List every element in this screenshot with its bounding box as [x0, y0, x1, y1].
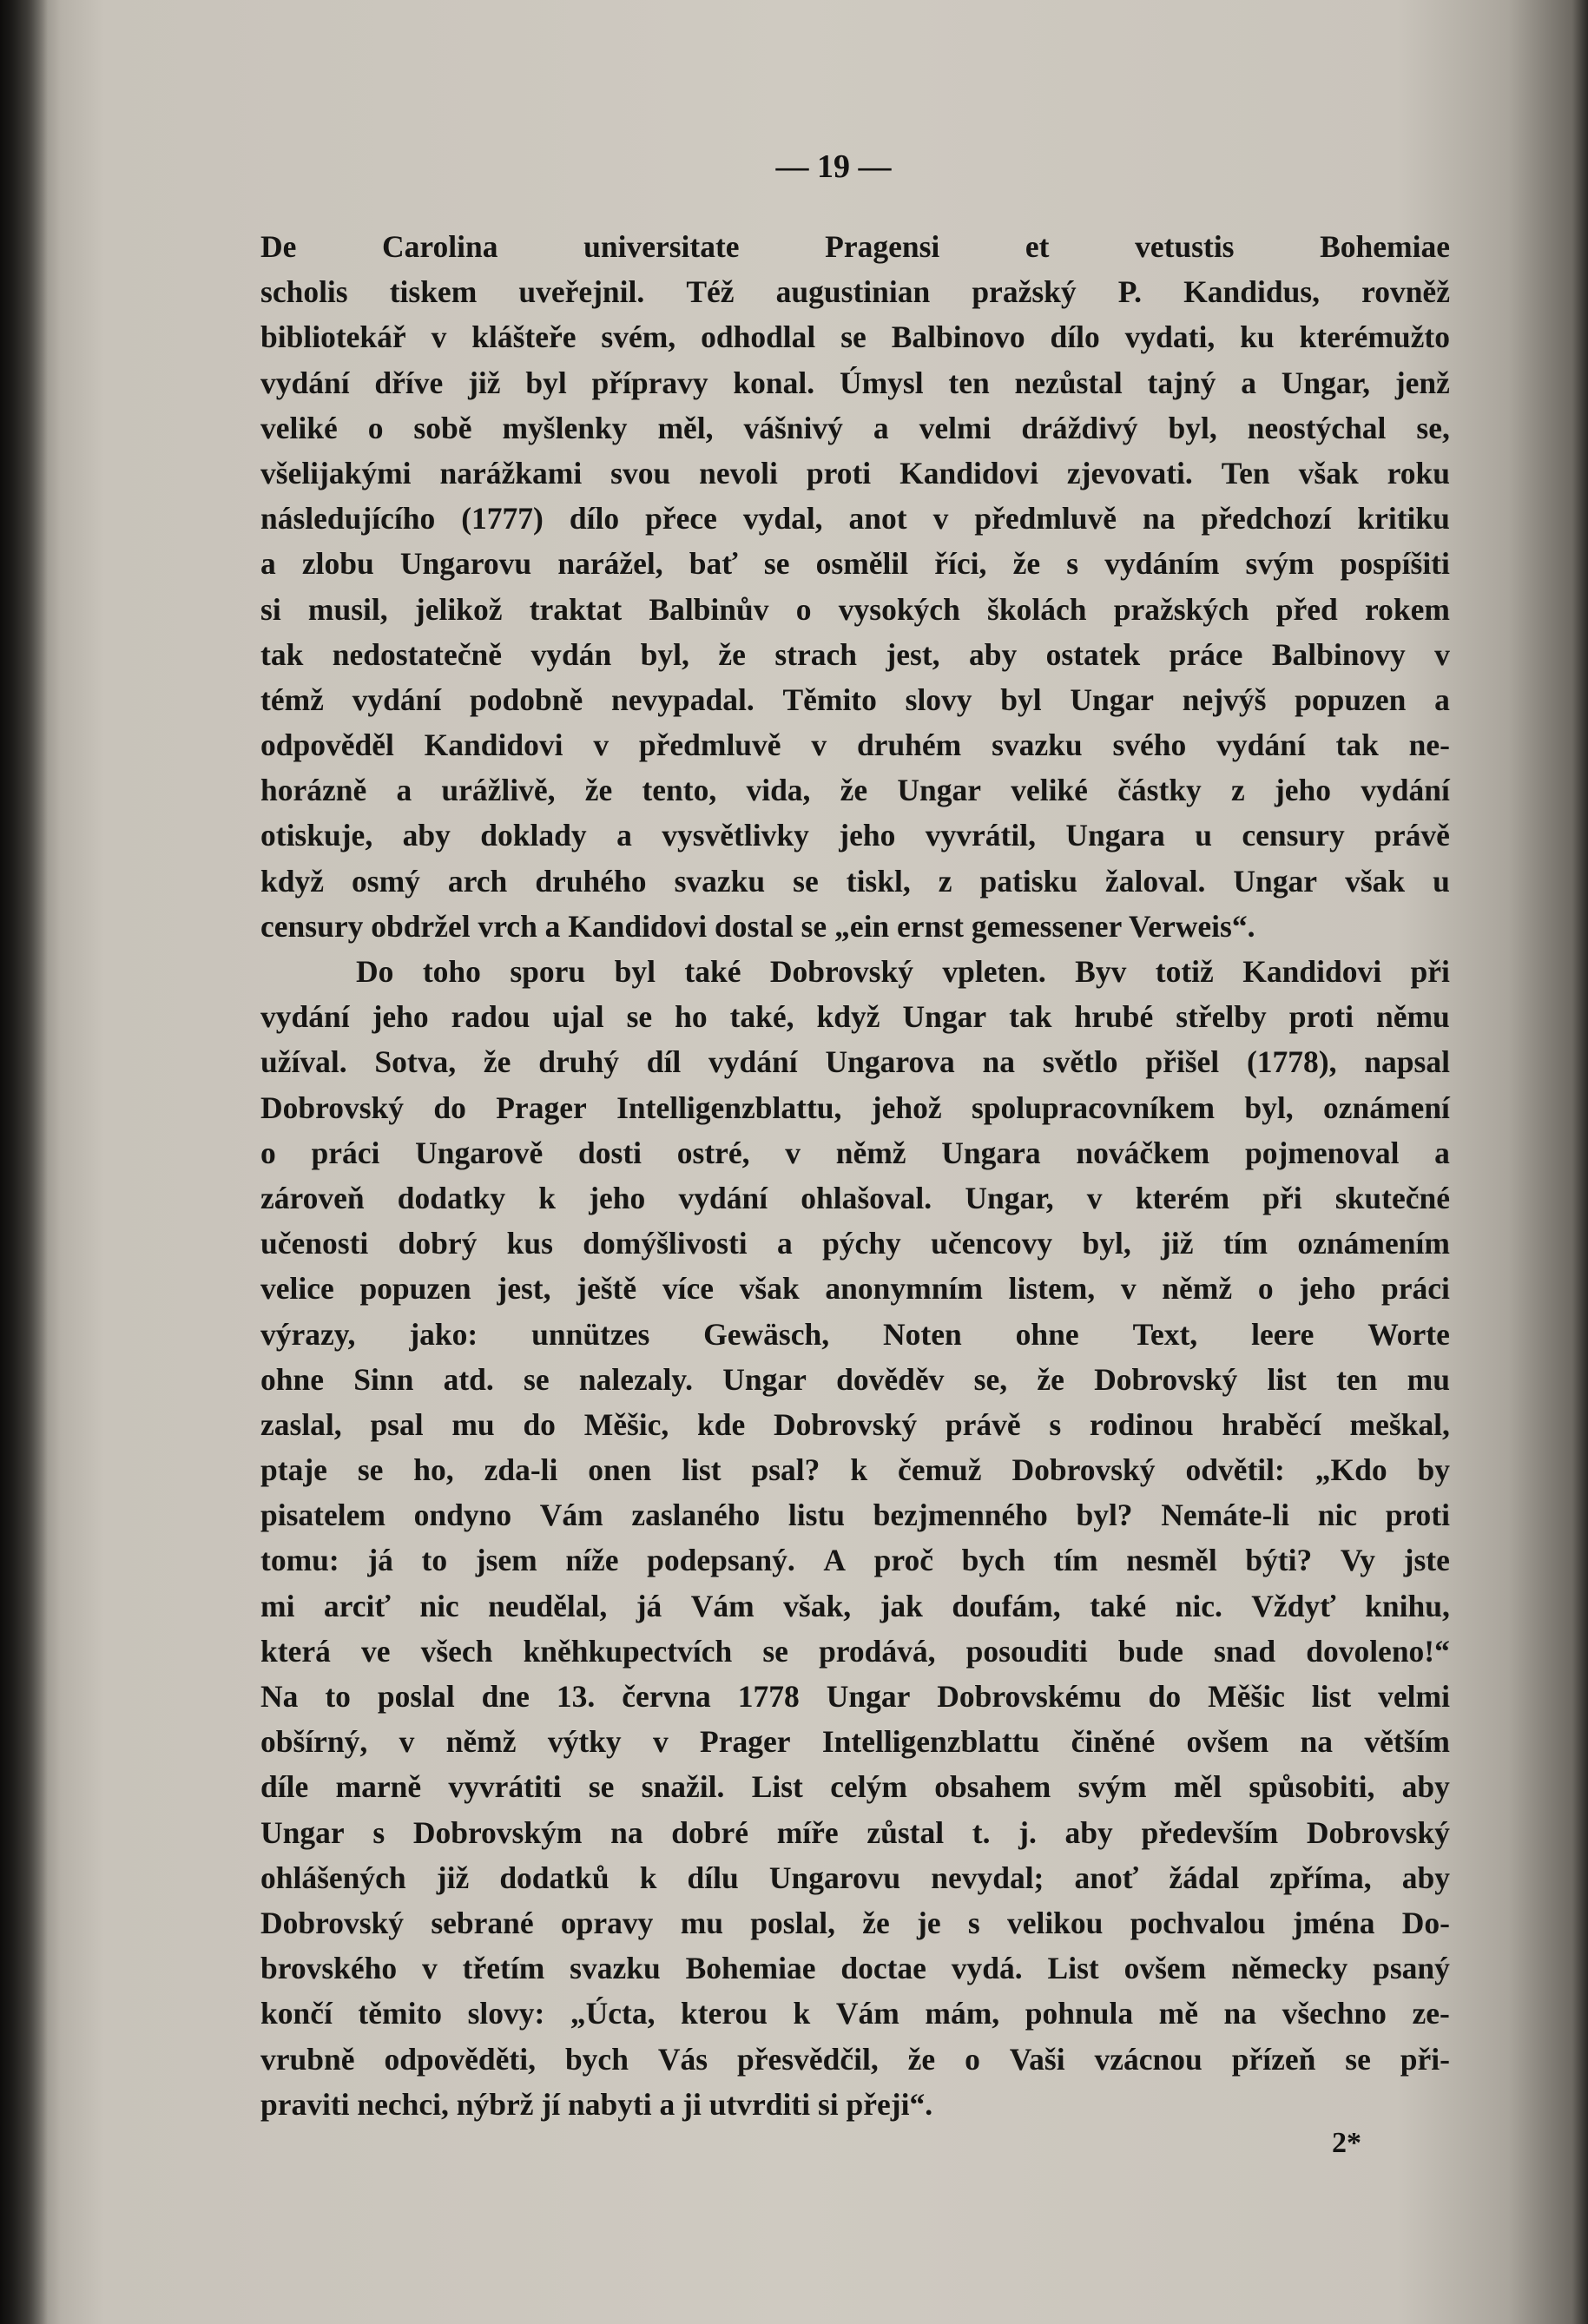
text-line: ptaje se ho, zda-li onen list psal? k čemuž Dobrovský odvětil: „Kdo by — [260, 1452, 1450, 1488]
text-line: učenosti dobrý kus domýšlivosti a pýchy učencovy byl, již tím oznámením — [260, 1226, 1450, 1261]
text-line: censury obdržel vrch a Kandidovi dostal se „ein ernst gemessener Verweis“. — [260, 908, 1255, 944]
text-line: mi arciť nic neudělal, já Vám však, jak doufám, také nic. Vždyť knihu, — [260, 1588, 1450, 1623]
text-line: brovského v třetím svazku Bohemiae doctae vydá. List ovšem německy psaný — [260, 1951, 1450, 1986]
text-line: odpověděl Kandidovi v předmluvě v druhém svazku svého vydání tak ne- — [260, 727, 1450, 763]
text-line: a zlobu Ungarovu narážel, bať se osmělil říci, že s vydáním svým pospíšiti — [260, 546, 1450, 582]
text-line: zaslal, psal mu do Měšic, kde Dobrovský právě s rodinou hraběcí meškal, — [260, 1406, 1450, 1442]
text-line: Na to poslal dne 13. června 1778 Ungar Dobrovskému do Měšic list velmi — [260, 1679, 1450, 1714]
book-binding-edge — [0, 0, 48, 2324]
text-line: která ve všech kněhkupectvích se prodává, posouditi bude snad dovoleno!“ — [260, 1633, 1450, 1669]
text-line: následujícího (1777) dílo přece vydal, anot v předmluvě na předchozí kritiku — [260, 501, 1450, 537]
text-line: vydání dříve již byl přípravy konal. Úmysl ten nezůstal tajný a Ungar, jenž — [260, 365, 1450, 400]
text-line: Dobrovský do Prager Intelligenzblattu, jehož spolupracovníkem byl, oznámení — [260, 1090, 1450, 1125]
text-line: ohlášených již dodatků k dílu Ungarovu nevydal; anoť žádal zpříma, aby — [260, 1860, 1450, 1895]
text-line: praviti nechci, nýbrž jí nabyti a ji utvrditi si přeji“. — [260, 2086, 933, 2122]
text-line: ohne Sinn atd. se nalezaly. Ungar dověděv se, že Dobrovský list ten mu — [260, 1361, 1450, 1397]
body-text — [260, 224, 1450, 2127]
text-line: veliké o sobě myšlenky měl, vášnivý a velmi dráždivý byl, neostýchal se, — [260, 410, 1450, 445]
text-line: si musil, jelikož traktat Balbinův o vysokých školách pražských před rokem — [260, 591, 1450, 627]
text-line: když osmý arch druhého svazku se tiskl, z patisku žaloval. Ungar však u — [260, 863, 1450, 899]
text-line: vrubně odpověděti, bych Vás přesvědčil, že o Vaši vzácnou přízeň se při- — [260, 2041, 1450, 2077]
text-line: scholis tiskem uveřejnil. Též augustinian pražský P. Kandidus, rovněž — [260, 274, 1450, 310]
text-line: výrazy, jako: unnützes Gewäsch, Noten ohne Text, leere Worte — [260, 1316, 1450, 1352]
sheet-signature: 2* — [1332, 2127, 1361, 2159]
text-line: témž vydání podobně nevypadal. Těmito slovy byl Ungar nejvýš popuzen a — [260, 681, 1450, 717]
text-line: tak nedostatečně vydán byl, že strach jest, aby ostatek práce Balbinovy v — [260, 636, 1450, 672]
text-line: Dobrovský sebrané opravy mu poslal, že je s velikou pochvalou jména Do- — [260, 1905, 1450, 1940]
page-number: — 19 — — [775, 148, 892, 185]
text-line: všelijakými narážkami svou nevoli proti Kandidovi zjevovati. Ten však roku — [260, 455, 1450, 490]
text-line: tomu: já to jsem níže podepsaný. A proč bych tím nesměl býti? Vy jste — [260, 1543, 1450, 1578]
text-line: užíval. Sotva, že druhý díl vydání Ungarova na světlo přišel (1778), napsal — [260, 1044, 1450, 1080]
text-line: obšírný, v němž výtky v Prager Intelligenzblattu činěné ovšem na větším — [260, 1724, 1450, 1760]
text-line: díle marně vyvrátiti se snažil. List celým obsahem svým měl spůsobiti, aby — [260, 1769, 1450, 1805]
text-line: De Carolina universitate Pragensi et vetustis Bohemiae — [260, 229, 1450, 264]
text-line: otiskuje, aby doklady a vysvětlivky jeho vyvrátil, Ungara u censury právě — [260, 818, 1450, 853]
text-line: zároveň dodatky k jeho vydání ohlašoval. Ungar, v kterém při skutečné — [260, 1180, 1450, 1215]
text-line: končí těmito slovy: „Úcta, kterou k Vám mám, pohnula mě na všechno ze- — [260, 1996, 1450, 2031]
text-line: Do toho sporu byl také Dobrovský vpleten. Byv totiž Kandidovi při — [356, 954, 1450, 989]
text-line: vydání jeho radou ujal se ho také, když Ungar tak hrubé střelby proti němu — [260, 999, 1450, 1035]
text-line: velice popuzen jest, ještě více však anonymním listem, v němž o jeho práci — [260, 1271, 1450, 1307]
text-line: horázně a urážlivě, že tento, vida, že Ungar veliké částky z jeho vydání — [260, 773, 1450, 808]
text-line: pisatelem ondyno Vám zaslaného listu bezjmenného byl? Nemáte-li nic proti — [260, 1498, 1450, 1533]
text-line: o práci Ungarově dosti ostré, v němž Ungara nováčkem pojmenoval a — [260, 1135, 1450, 1170]
text-line: bibliotekář v klášteře svém, odhodlal se Balbinovo dílo vydati, ku kterémužto — [260, 319, 1450, 355]
text-line: Ungar s Dobrovským na dobré míře zůstal t. j. aby především Dobrovský — [260, 1814, 1450, 1850]
